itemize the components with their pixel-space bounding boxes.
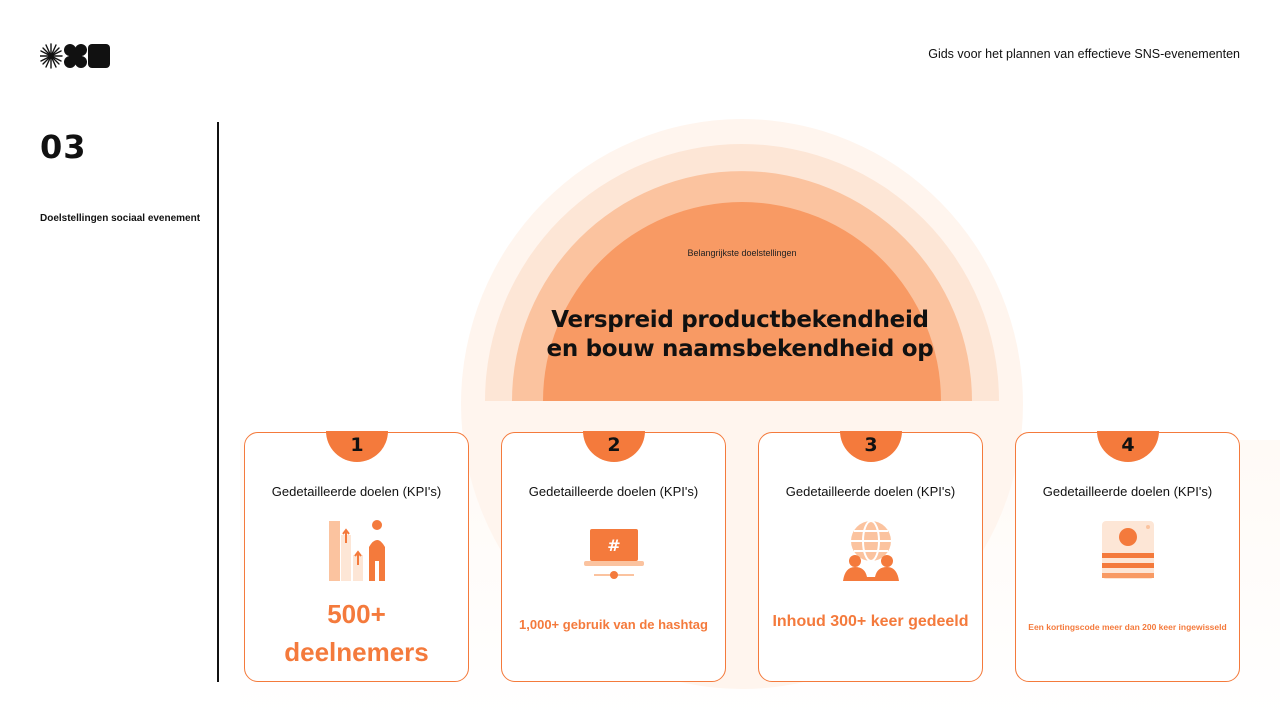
hero-title-line1: Verspreid productbekendheid bbox=[551, 307, 929, 333]
document-title: Gids voor het plannen van effectieve SNS-evenementen bbox=[928, 47, 1240, 61]
vertical-divider bbox=[217, 122, 219, 682]
section-label: Doelstellingen sociaal evenement bbox=[40, 213, 201, 224]
growth-chart-person-icon bbox=[323, 517, 391, 585]
kpi-label: Gedetailleerde doelen (KPI's) bbox=[1042, 484, 1213, 499]
kpi-label: Gedetailleerde doelen (KPI's) bbox=[785, 484, 956, 499]
coupon-ticket-icon bbox=[1094, 517, 1162, 585]
kpi-card-4 bbox=[1015, 432, 1240, 682]
global-sharing-people-icon bbox=[837, 517, 905, 585]
card-number-tab bbox=[1097, 431, 1159, 462]
card-number-tab bbox=[583, 431, 645, 462]
card-number: 1 bbox=[350, 434, 364, 456]
kpi-metric: Inhoud 300+ keer gedeeld bbox=[772, 613, 969, 630]
card-number: 2 bbox=[607, 434, 621, 456]
section-number: 03 bbox=[40, 128, 87, 166]
brand-logo-icon bbox=[40, 43, 112, 69]
svg-text:#: # bbox=[607, 536, 621, 555]
kpi-card-3 bbox=[758, 432, 983, 682]
kpi-metric-value: 500+ bbox=[327, 599, 386, 629]
kpi-metric-unit: deelnemers bbox=[284, 637, 429, 667]
card-number: 4 bbox=[1121, 434, 1135, 456]
hashtag-laptop-icon bbox=[580, 517, 648, 585]
card-number-tab bbox=[326, 431, 388, 462]
card-number: 3 bbox=[864, 434, 878, 456]
kpi-metric: Een kortingscode meer dan 200 keer ingewisseld bbox=[1028, 622, 1227, 632]
kpi-label: Gedetailleerde doelen (KPI's) bbox=[271, 484, 442, 499]
card-number-tab bbox=[840, 431, 902, 462]
kpi-label: Gedetailleerde doelen (KPI's) bbox=[528, 484, 699, 499]
hero-label: Belangrijkste doelstellingen bbox=[687, 248, 797, 258]
hero-title-line2: en bouw naamsbekendheid op bbox=[546, 336, 934, 362]
hero-title bbox=[540, 306, 940, 364]
kpi-metric bbox=[253, 595, 460, 671]
kpi-card-1 bbox=[244, 432, 469, 682]
kpi-card-2 bbox=[501, 432, 726, 682]
kpi-metric: 1,000+ gebruik van de hashtag bbox=[519, 617, 708, 632]
